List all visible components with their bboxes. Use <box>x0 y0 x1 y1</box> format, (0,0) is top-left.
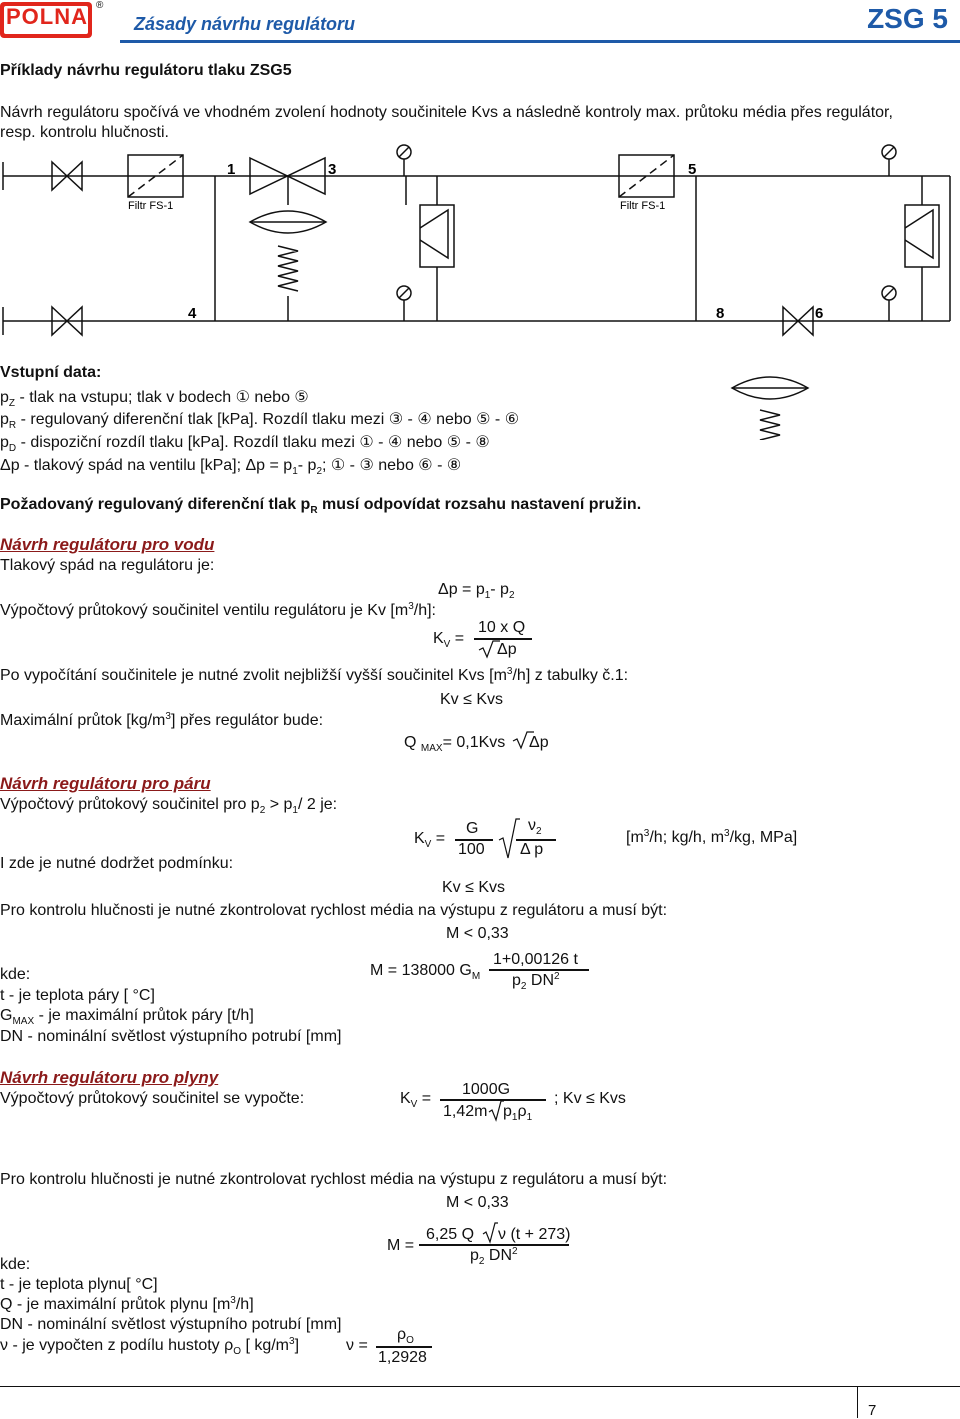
gas-m-condition: M < 0,33 <box>446 1194 509 1211</box>
water-inequality: Kv ≤ Kvs <box>440 691 504 708</box>
gas-rho-numerator: $\rho_O$ <box>397 1326 414 1346</box>
gas-q-def: Q - je maximální průtok plynu $[m^3/h]$ <box>0 1295 254 1313</box>
steam-dp: Δ p <box>520 841 544 858</box>
gas-t-def: t - je teplota plynu[ °C] <box>0 1276 158 1293</box>
gas-m-fraction-line <box>419 1244 569 1246</box>
water-kv-denominator: Δp <box>497 641 517 658</box>
gas-kde: kde: <box>0 1256 31 1273</box>
steam-nu: $\nu_2$ <box>528 817 542 837</box>
polna-logo <box>0 2 92 38</box>
steam-units: [$m^3/h$; kg/h, $m^3/kg$, MPa] <box>626 828 798 846</box>
header-code: ZSG 5 <box>867 3 948 34</box>
filter-left-label: Filtr FS-1 <box>128 200 174 212</box>
point-3-label: 3 <box>328 161 337 178</box>
steam-line-2: I zde je nutné dodržet podmínku: <box>0 855 234 872</box>
logo-text: POLNA <box>6 4 88 29</box>
water-qmax-equation: Q $_{MAX}$= 0,1Kvs <box>404 734 506 754</box>
steam-kv-lhs: $K_V$ = <box>414 830 446 850</box>
steam-inequality: Kv ≤ Kvs <box>442 879 506 896</box>
gas-den-a: 1,42m <box>443 1103 488 1120</box>
page-number: 7 <box>868 1402 877 1419</box>
intro-line-1: Návrh regulátoru spočívá ve vhodném zvolení hodnoty součinitele Kvs a následně kontroly max. průtoku média přes regulátor, <box>0 104 893 121</box>
steam-section-title: Návrh regulátoru pro páru <box>0 774 211 793</box>
point-1-label: 1 <box>227 161 236 178</box>
water-qmax-dp: Δp <box>529 734 549 751</box>
gas-kv-inequality: ; Kv ≤ Kvs <box>554 1090 626 1107</box>
gas-dn-def: DN - nominální světlost výstupního potrubí [mm] <box>0 1316 342 1333</box>
steam-kde: kde: <box>0 966 31 983</box>
water-line-1: Tlakový spád na regulátoru je: <box>0 557 215 574</box>
water-kv-lhs: $K_V$ = <box>433 630 465 650</box>
gas-m-denominator: $p_2$ $DN^2$ <box>470 1246 518 1267</box>
gas-den-b: $p_1\rho_1$ <box>503 1103 533 1123</box>
registered-mark: ® <box>96 0 104 11</box>
sqrt-icon <box>488 1100 504 1122</box>
steam-hundred: 100 <box>458 841 485 858</box>
steam-g: G <box>466 820 479 837</box>
filter-right-label: Filtr FS-1 <box>620 200 666 212</box>
header-rule <box>120 40 960 43</box>
gas-line-1: Výpočtový průtokový součinitel se vypočte: <box>0 1090 305 1107</box>
water-line-4: Maximální průtok $[kg/m^3]$ přes regulátor bude: <box>0 711 324 729</box>
water-kv-numerator: 10 x Q <box>478 619 526 636</box>
steam-line-3: Pro kontrolu hlučnosti je nutné zkontrolovat rychlost média na výstupu z regulátoru a musí být: <box>0 902 668 919</box>
point-6-label: 6 <box>815 305 824 322</box>
gas-line-2: Pro kontrolu hlučnosti je nutné zkontrolovat rychlost média na výstupu z regulátoru a musí být: <box>0 1171 668 1188</box>
gas-section-title: Návrh regulátoru pro plyny <box>0 1068 219 1087</box>
gas-kv-lhs: $K_V$ = <box>400 1090 432 1110</box>
gas-m-lhs: M = <box>387 1237 415 1254</box>
intro-line-2: resp. kontrolu hlučnosti. <box>0 124 169 141</box>
header-title: Zásady návrhu regulátoru <box>134 14 356 34</box>
water-section-title: Návrh regulátoru pro vodu <box>0 535 215 554</box>
steam-line-1: Výpočtový průtokový součinitel pro $p_2 > p_1/$ 2 je: <box>0 796 338 816</box>
point-4-label: 4 <box>188 305 197 322</box>
requirement-text: Požadovaný regulovaný diferenční tlak $p_R$ musí odpovídat rozsahu nastavení pružin. <box>0 496 642 516</box>
gas-nu-eq: ν = <box>346 1337 368 1354</box>
steam-m-denominator: $p_2$ $DN^2$ <box>512 971 560 992</box>
input-row-pd: $p_D$ - dispoziční rozdíl tlaku [kPa]. Rozdíl tlaku mezi ① - ④ nebo ⑤ - ⑧ <box>0 434 490 454</box>
gas-m-num-b: ν (t + 273) <box>498 1226 571 1243</box>
page-heading: Příklady návrhu regulátoru tlaku ZSG5 <box>0 62 292 79</box>
sqrt-icon <box>482 1222 498 1244</box>
water-dp-equation: $\Delta p = p_1-$ $p_2$ <box>438 581 515 601</box>
footer-rule <box>0 1386 960 1387</box>
gas-kv-numerator: 1000G <box>462 1081 511 1098</box>
point-5-label: 5 <box>688 161 697 178</box>
input-row-pr: $p_R$ - regulovaný diferenční tlak [kPa]. Rozdíl tlaku mezi ③ - ④ nebo ⑤ - ⑥ <box>0 411 520 431</box>
footer-divider <box>857 1386 858 1418</box>
steam-m-fraction-line <box>489 969 589 971</box>
steam-m-numerator: 1+0,00126 t <box>493 951 578 968</box>
gas-rho-denominator: 1,2928 <box>378 1349 427 1366</box>
steam-dn-def: DN - nominální světlost výstupního potrubí [mm] <box>0 1028 342 1045</box>
water-line-2: Výpočtový průtokový součinitel ventilu regulátoru je Kv $[m^3/h]$: <box>0 601 436 619</box>
water-line-3: Po vypočítání součinitele je nutné zvolit nejbližší vyšší součinitel Kvs $[m^3/h]$ z tabulky č.1: <box>0 666 629 684</box>
input-row-pz: $p_Z$ - tlak na vstupu; tlak v bodech ① nebo ⑤ <box>0 389 309 409</box>
gas-nu-def: ν - je vypočten z podílu hustoty $\rho_O$ [ $kg/m^3$] <box>0 1336 300 1357</box>
gas-nu-fraction-line <box>376 1346 432 1348</box>
input-data-title: Vstupní data: <box>0 364 102 381</box>
point-8-label: 8 <box>716 305 725 322</box>
input-row-dp: Δp - tlakový spád na ventilu [kPa]; $\Delta p = p_1-$ $p_2$; ① - ③ nebo ⑥ - ⑧ <box>0 457 462 477</box>
steam-gmax-def: $G_{MAX}$ - je maximální průtok páry [t/h] <box>0 1007 254 1027</box>
steam-t-def: t - je teplota páry [ °C] <box>0 987 155 1004</box>
gas-m-num-a: 6,25 Q <box>426 1226 475 1243</box>
steam-m-lhs: M = 138000 $G_M$ <box>370 962 481 982</box>
steam-m-condition: M < 0,33 <box>446 925 509 942</box>
